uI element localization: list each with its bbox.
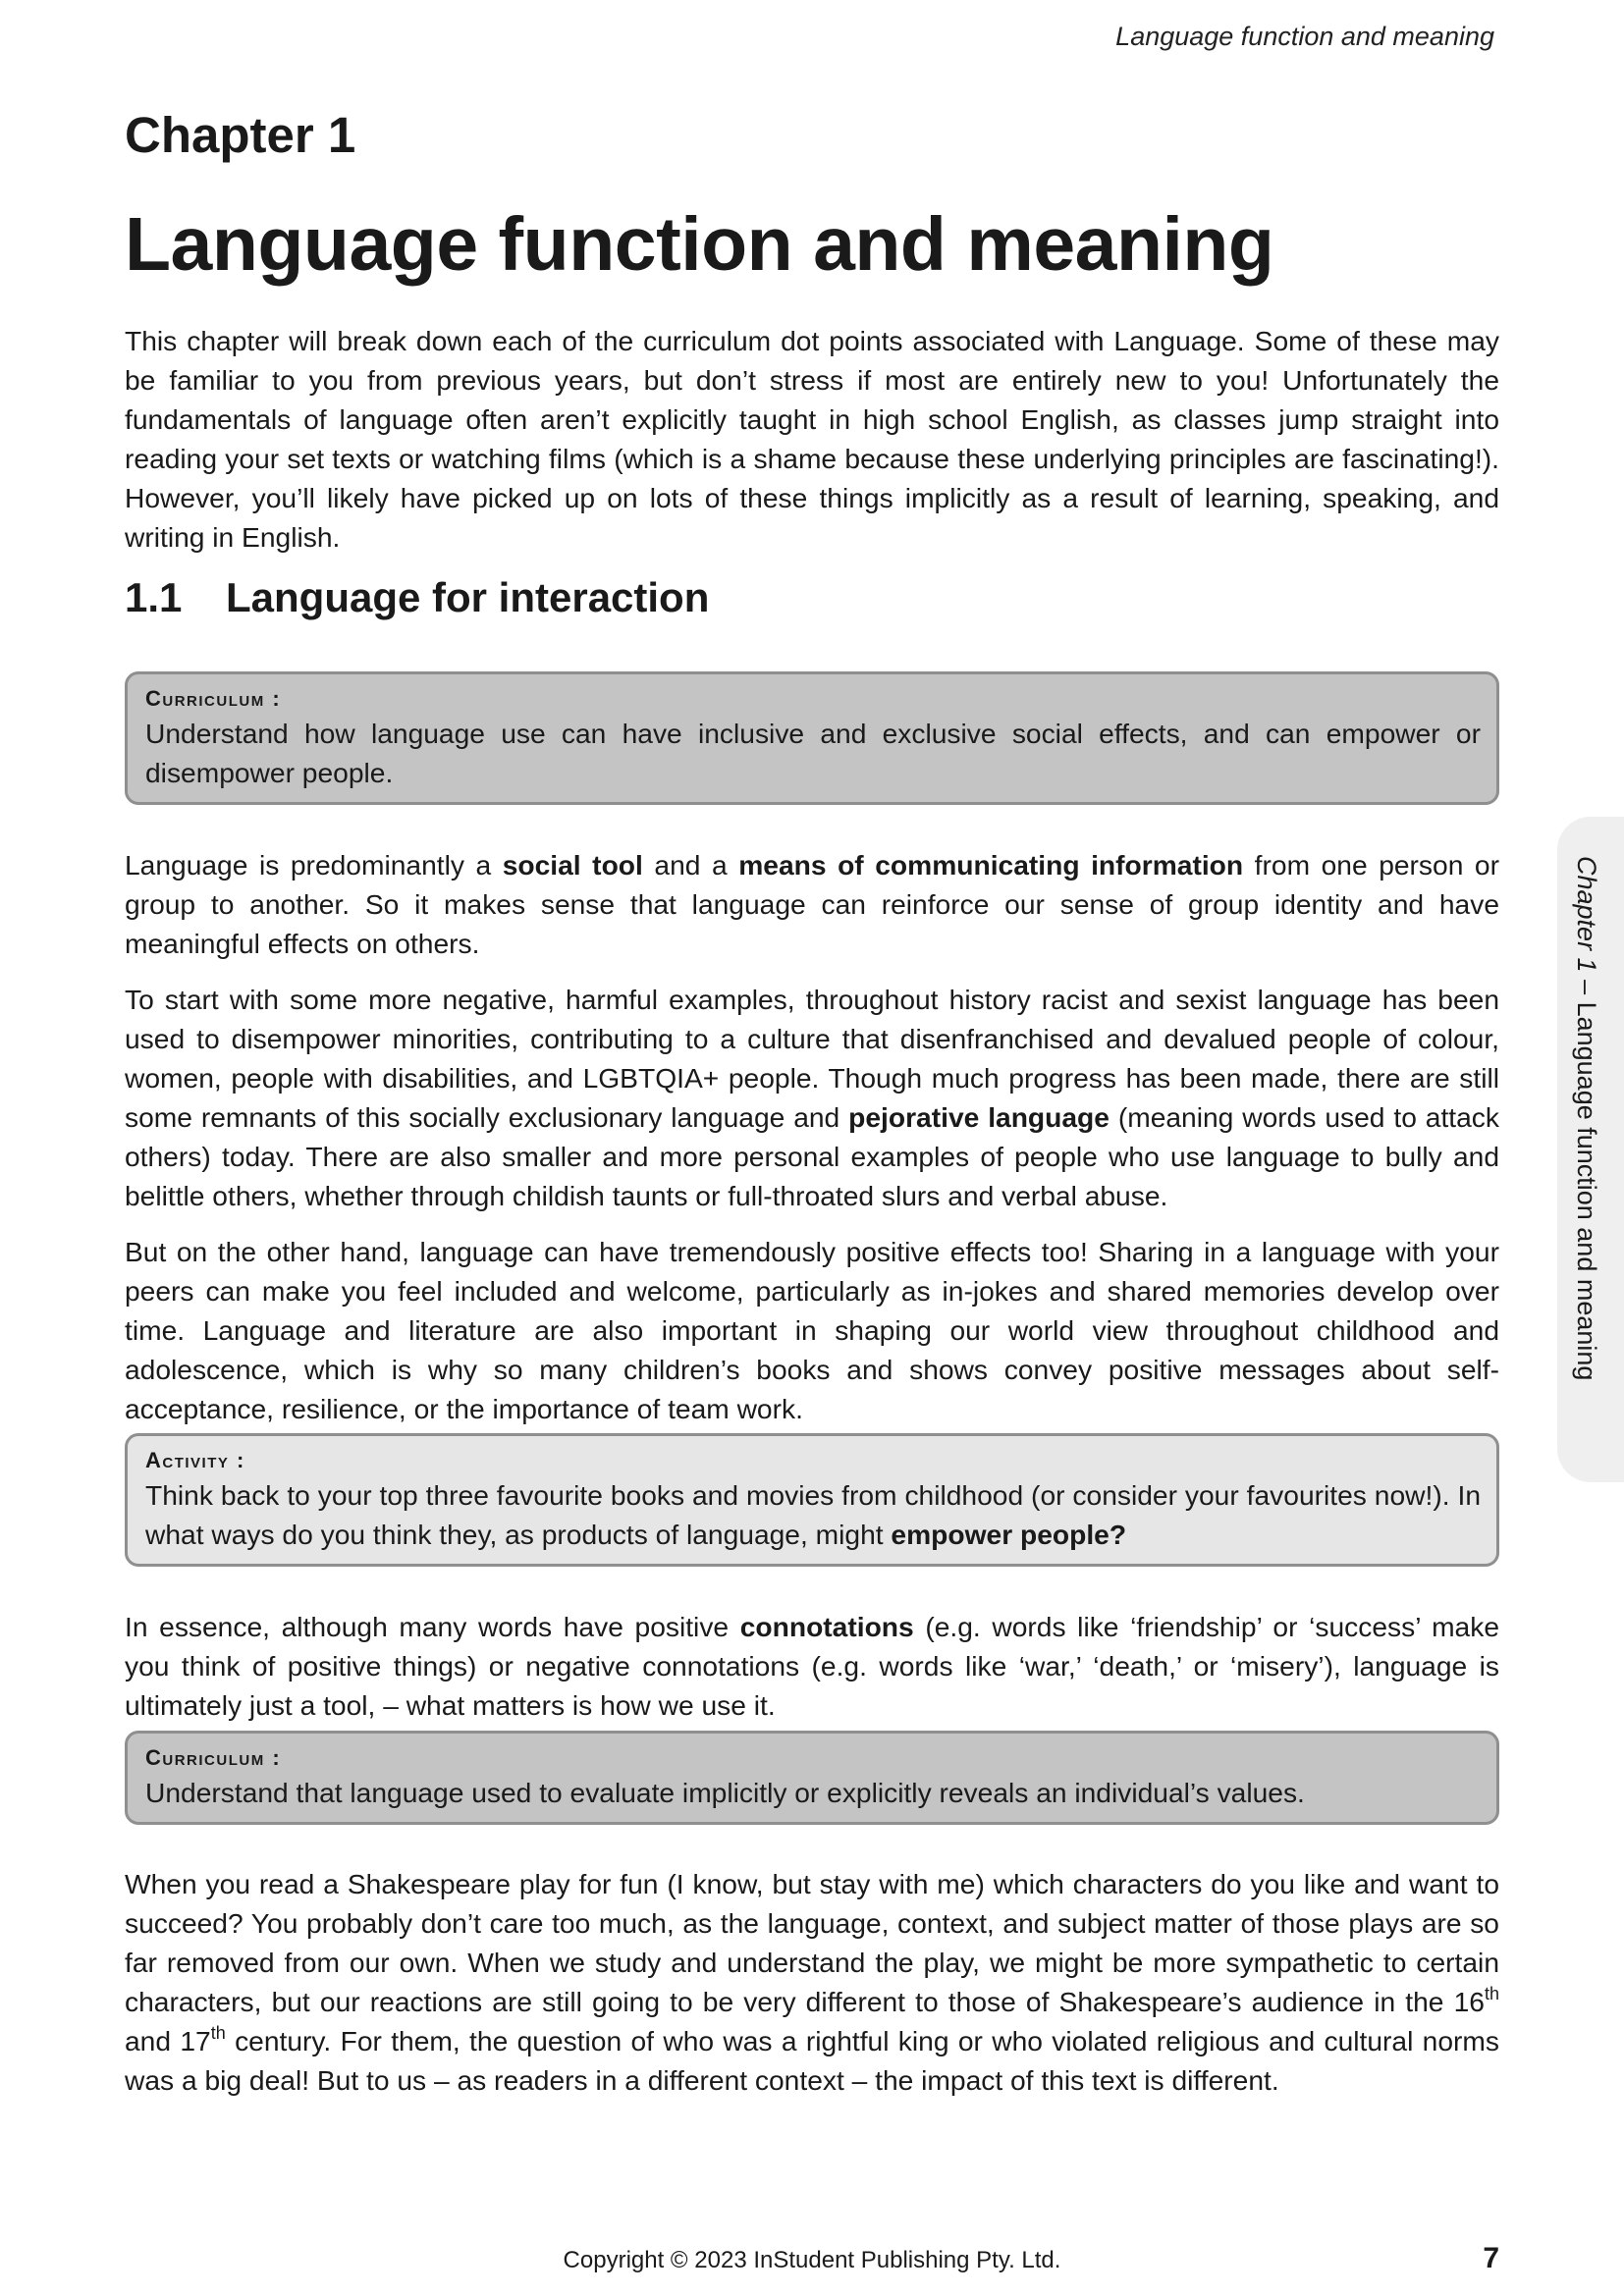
- key-term: pejorative language: [848, 1101, 1110, 1133]
- superscript: th: [210, 2023, 226, 2043]
- page-number: 7: [1483, 2242, 1499, 2274]
- curriculum-box-body: Understand how language use can have inclusive and exclusive social effects, and can empower or disempower people.: [145, 718, 1481, 788]
- paragraph: [125, 845, 1499, 963]
- section-number: 1.1: [125, 574, 183, 620]
- activity-box: [125, 1433, 1499, 1567]
- text-run: and a: [642, 849, 739, 881]
- text-run: Language is predominantly a: [125, 849, 503, 881]
- text-run: century. For them, the question of who was a rightful king or who violated religious and cultural norms was a big deal! But to us – as readers in a different context – the impact of this text is different.: [125, 2025, 1499, 2096]
- paragraph: [125, 980, 1499, 1215]
- activity-box-title: Activity :: [145, 1448, 245, 1472]
- key-term: means of communicating information: [738, 849, 1244, 881]
- copyright-notice: Copyright © 2023 InStudent Publishing Pty. Ltd.: [563, 2247, 1061, 2273]
- key-term: connotations: [739, 1611, 914, 1642]
- key-term: empower people?: [891, 1519, 1127, 1550]
- key-term: social tool: [502, 849, 643, 881]
- text-run: and 17: [125, 2025, 211, 2056]
- curriculum-box: [125, 1731, 1499, 1825]
- superscript: th: [1484, 1984, 1499, 2003]
- chapter-label: Chapter 1: [125, 107, 356, 163]
- text-run: Think back to your top three favourite books and movies from childhood (or consider your favourites now!). In what ways do you think they, as products of language, might: [145, 1479, 1481, 1550]
- paragraph: But on the other hand, language can have tremendously positive effects too! Sharing in a language with your peers can make you feel included and welcome, particularly as in-jokes and shared memories develop over time. Language and literature are also important in shaping our world view throughout childhood and adolescence, which is why so many children’s books and shows convey positive messages about self-acceptance, resilience, or the importance of team work.: [125, 1236, 1499, 1424]
- intro-paragraph: This chapter will break down each of the curriculum dot points associated with Language. Some of these may be familiar to you from previous years, but don’t stress if most are entirely new to you! Unfortunately the fundamentals of language often aren’t explicitly taught in high school English, as classes jump straight into reading your set texts or watching films (which is a shame because these underlying principles are fascinating!). However, you’ll likely have picked up on lots of these things implicitly as a result of learning, speaking, and writing in English.: [125, 325, 1499, 553]
- paragraph: [125, 1864, 1499, 2100]
- chapter-side-tab-label: [1571, 856, 1601, 1380]
- text-run: from one person or group to another. So it makes sense that language can reinforce our sense of group identity and have meaningful effects on others.: [125, 849, 1499, 959]
- running-header: Language function and meaning: [1115, 22, 1494, 51]
- text-run: When you read a Shakespeare play for fun (I know, but stay with me) which characters do you like and want to succeed? You probably don’t care too much, as the language, context, and subject matter of those plays are so far removed from our own. When we study and understand the play, we might be more sympathetic to certain characters, but our reactions are still going to be very different to those of Shakespeare’s audience in the 16: [125, 1868, 1499, 2017]
- text-run: To start with some more negative, harmful examples, throughout history racist and sexist language has been used to disempower minorities, contributing to a culture that disenfranchised and devalued people of colour, women, people with disabilities, and LGBTQIA+ people. Though much progress has been made, there are still some remnants of this socially exclusionary language and: [125, 984, 1499, 1133]
- side-tab-chapter: Chapter 1: [1572, 856, 1601, 973]
- text-run: In essence, although many words have positive: [125, 1611, 740, 1642]
- activity-box-body: [145, 1475, 1481, 1554]
- paragraph: [125, 1607, 1499, 1725]
- section-heading: [125, 574, 709, 621]
- text-run: (e.g. words like ‘friendship’ or ‘success’ make you think of positive things) or negative connotations (e.g. words like ‘war,’ ‘death,’ or ‘misery’), language is ultimately just a tool, – what matters is how we use it.: [125, 1611, 1499, 1721]
- curriculum-box-body: Understand that language used to evaluate implicitly or explicitly reveals an individual’s values.: [145, 1777, 1305, 1808]
- curriculum-box-title: Curriculum :: [145, 1745, 282, 1770]
- curriculum-box-title: Curriculum :: [145, 686, 282, 711]
- text-run: (meaning words used to attack others) today. There are also smaller and more personal examples of people who use language to bully and belittle others, whether through childish taunts or full-throated slurs and verbal abuse.: [125, 1101, 1499, 1211]
- section-title: Language for interaction: [226, 574, 710, 620]
- side-tab-title: – Language function and meaning: [1572, 972, 1601, 1381]
- curriculum-box: [125, 671, 1499, 805]
- chapter-title: Language function and meaning: [125, 202, 1274, 287]
